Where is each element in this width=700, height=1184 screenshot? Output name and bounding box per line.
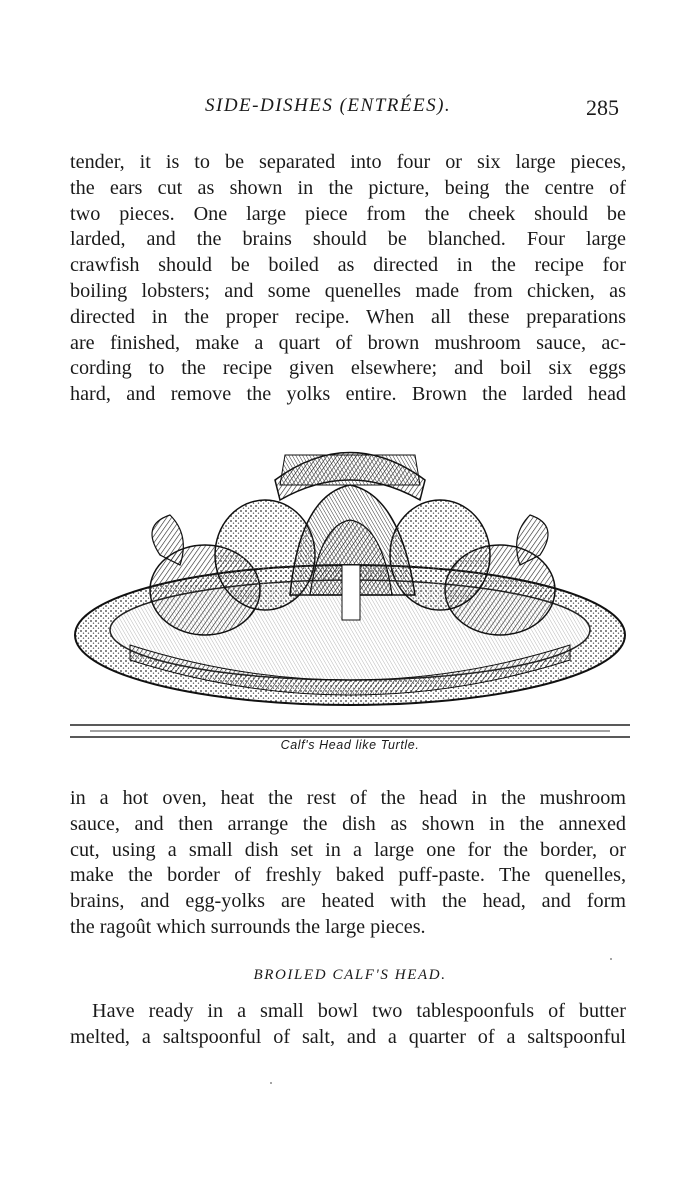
paragraph-recipe — [70, 999, 626, 1051]
section-heading: BROILED CALF'S HEAD. — [253, 967, 447, 983]
text-line: tender, it is to be separated into four or six large pieces, — [70, 151, 626, 173]
text-line: the ragoût which surrounds the large pieces. — [70, 915, 426, 938]
text-line: are finished, make a quart of brown mushroom sauce, ac- — [70, 331, 626, 354]
figure-caption: Calf's Head like Turtle. — [280, 738, 420, 752]
page-number: 285 — [586, 95, 619, 120]
text-line: two pieces. One large piece from the cheek should be — [70, 202, 626, 225]
text-line: hard, and remove the yolks entire. Brown the larded head — [70, 383, 626, 406]
print-speck — [610, 958, 612, 960]
text-line: the ears cut as shown in the picture, being the centre of — [70, 176, 626, 199]
text-line: crawfish should be boiled as directed in the recipe for — [70, 254, 626, 277]
text-line: make the border of freshly baked puff-paste. The quenelles, — [70, 864, 626, 887]
text-line: sauce, and then arrange the dish as shown in the annexed — [70, 812, 626, 835]
text-line: melted, a saltspoonful of salt, and a quarter of a saltspoonful — [70, 1025, 626, 1048]
engraving-calfs-head-illustration — [70, 425, 630, 745]
text-line: boiling lobsters; and some quenelles made from chicken, as — [70, 279, 626, 302]
paragraph-after-figure — [70, 786, 626, 941]
text-line: directed in the proper recipe. When all these preparations — [70, 305, 626, 328]
running-head: SIDE-DISHES (ENTRÉES). — [205, 95, 452, 116]
text-line: cut, using a small dish set in a large one for the border, or — [70, 838, 626, 861]
text-line: larded, and the brains should be blanched. Four large — [70, 228, 626, 251]
text-line: Have ready in a small bowl two tablespoonfuls of butter — [92, 1000, 626, 1022]
text-line: brains, and egg-yolks are heated with the head, and form — [70, 890, 626, 913]
text-line: cording to the recipe given elsewhere; and boil six eggs — [70, 357, 626, 380]
print-speck — [270, 1082, 272, 1084]
text-line: in a hot oven, heat the rest of the head in the mushroom — [70, 787, 626, 809]
paragraph-continuation — [70, 150, 626, 408]
